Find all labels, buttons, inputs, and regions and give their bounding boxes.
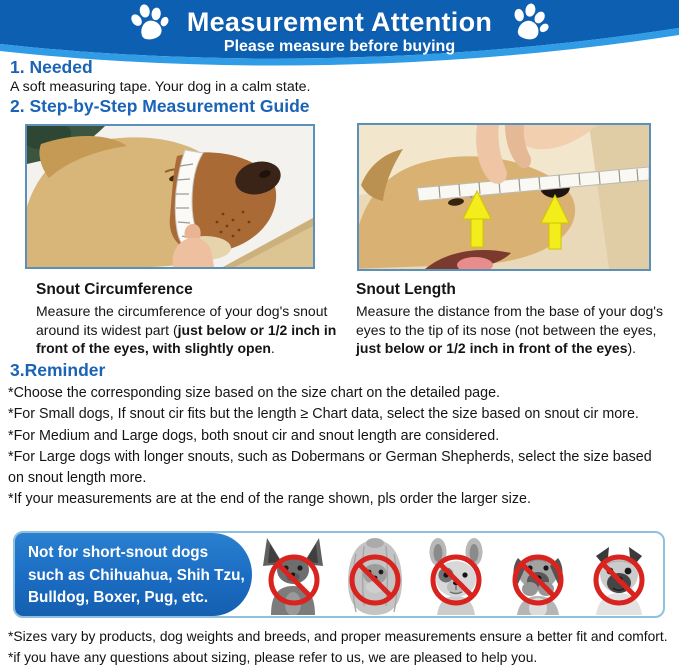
snout-circumference-caption	[36, 281, 342, 358]
caption-title: Snout Circumference	[36, 281, 193, 298]
page-title: Measurement Attention	[186, 6, 493, 37]
no-sign-icon	[336, 534, 414, 615]
snout-length-caption	[356, 281, 674, 358]
banner-blue-panel	[15, 533, 252, 616]
reminder-item: *For Medium and Large dogs, both snout cir and snout length are considered.	[8, 427, 500, 444]
section-heading-guide: 2. Step-by-Step Measurement Guide	[10, 96, 310, 116]
header-banner	[0, 0, 679, 66]
caption-body: Measure the circumference of your dog's snout around its widest part (just below or 1/2 inch in front of the eyes, with slightly open.	[36, 303, 337, 356]
chihuahua-illustration	[255, 534, 333, 615]
reminder-item: *For Large dogs with longer snouts, such as Dobermans or German Shepherds, select the size based on snout length more.	[8, 448, 652, 487]
page-subtitle: Please measure before buying	[223, 38, 456, 55]
no-sign-icon	[417, 534, 495, 615]
footer-note: *Sizes vary by products, dog weights and breeds, and proper measurements ensure a better fit and comfort.	[8, 629, 668, 644]
reminder-item: *Choose the corresponding size based on the size chart on the detailed page.	[8, 385, 500, 401]
french-bulldog-illustration	[417, 534, 495, 615]
not-for-short-snout-banner	[13, 531, 665, 618]
section-heading-reminder: 3.Reminder	[10, 360, 106, 380]
caption-body: Measure the distance from the base of your dog's eyes to the tip of its nose (not between the eyes, just below or 1/2 inch in front of the eyes).	[356, 303, 663, 356]
boxer-illustration	[499, 534, 577, 615]
caption-title: Snout Length	[356, 281, 456, 298]
snout-circumference-photo	[25, 124, 315, 269]
reminder-list	[8, 383, 666, 511]
no-sign-icon	[499, 534, 577, 615]
shih-tzu-illustration	[336, 534, 414, 615]
banner-text: Not for short-snout dogs such as Chihuahua, Shih Tzu, Bulldog, Boxer, Pug, etc.	[28, 544, 245, 607]
reminder-item: *For Small dogs, If snout cir fits but the length ≥ Chart data, select the size based on snout cir more.	[8, 406, 639, 423]
needed-body-text: A soft measuring tape. Your dog in a calm state.	[10, 79, 311, 95]
prohibited-dogs-row	[252, 534, 661, 615]
snout-length-photo	[357, 123, 651, 271]
pug-illustration	[580, 534, 658, 615]
section-heading-needed: 1. Needed	[10, 57, 93, 77]
footer-note: *if you have any questions about sizing, please refer to us, we are pleased to help you.	[8, 650, 538, 665]
no-sign-icon	[255, 534, 333, 615]
reminder-item: *If your measurements are at the end of the range shown, pls order the larger size.	[8, 491, 531, 508]
no-sign-icon	[580, 534, 658, 615]
